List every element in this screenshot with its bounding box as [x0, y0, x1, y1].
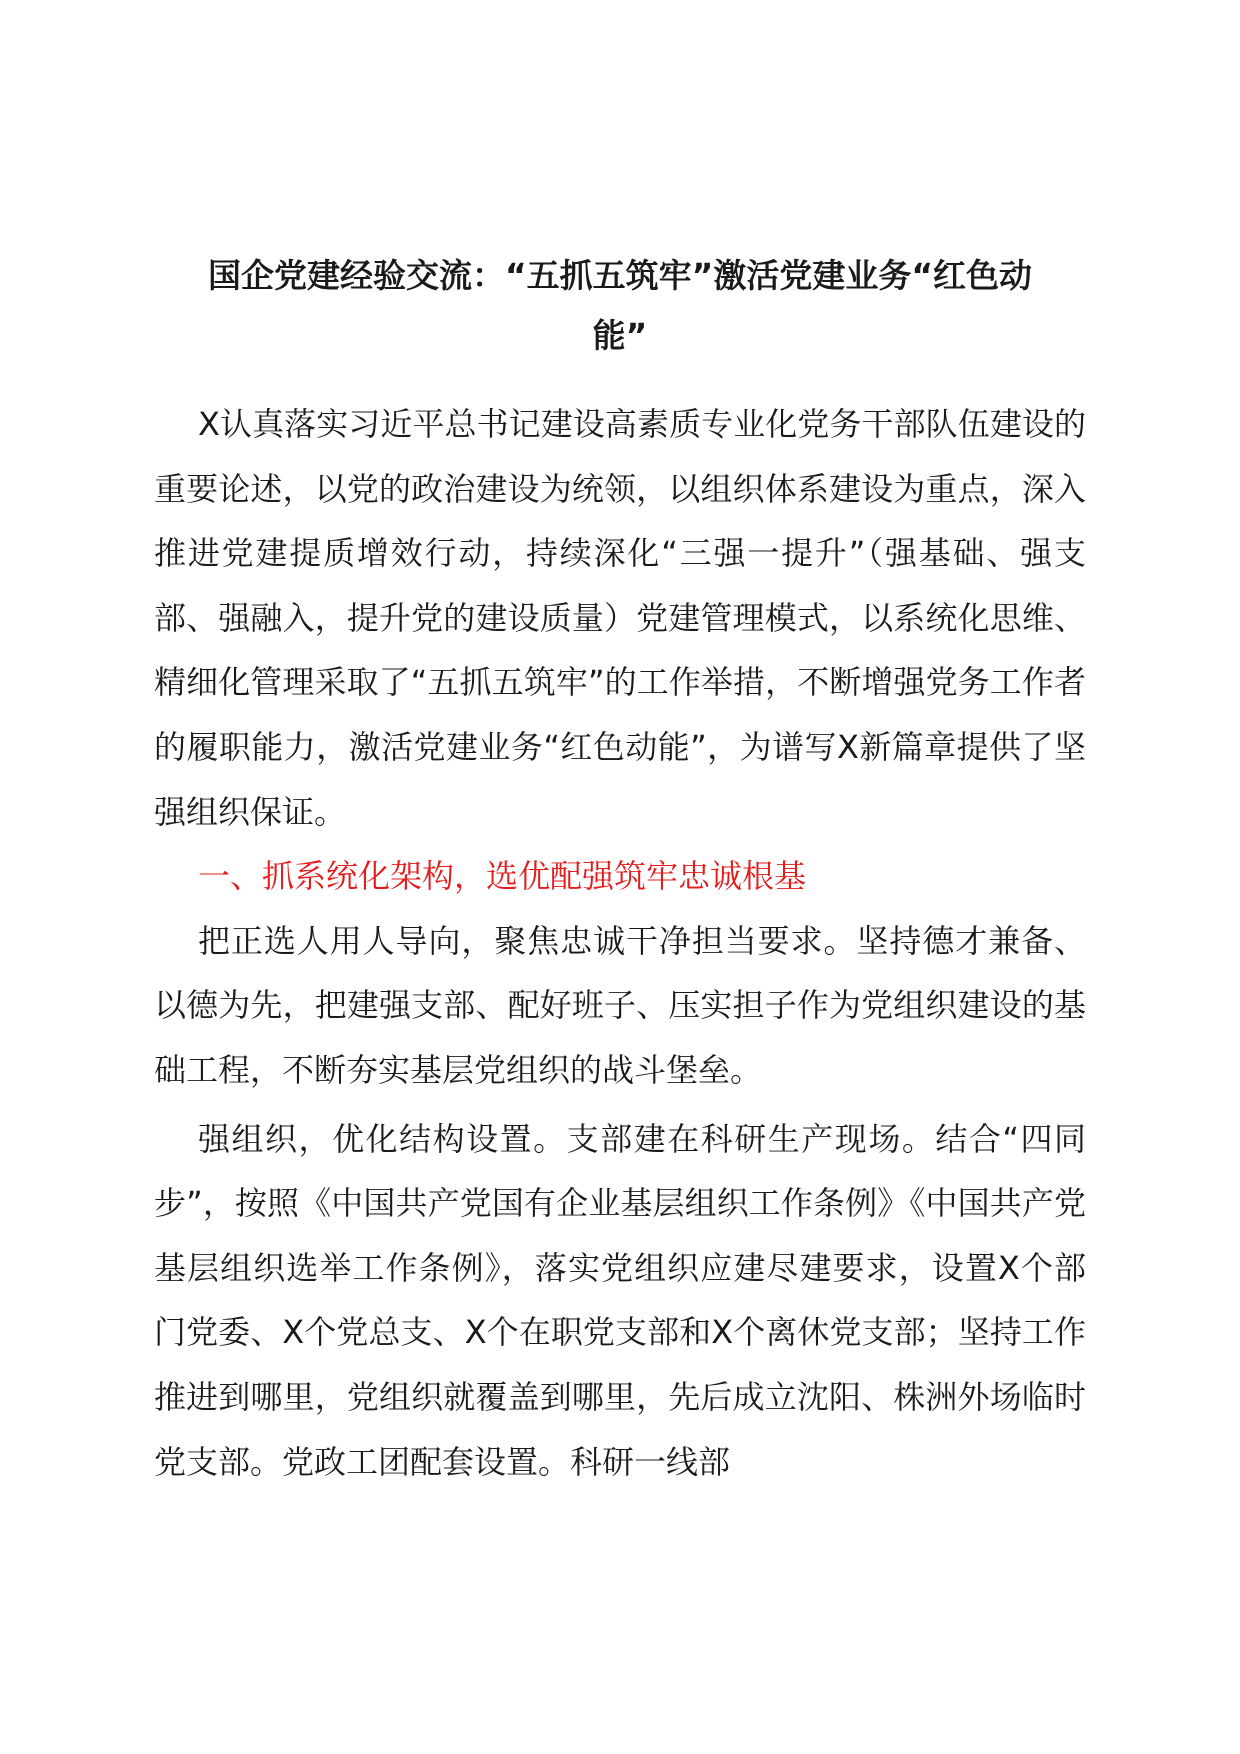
document-body [154, 392, 1086, 1494]
intro-paragraph: X认真落实习近平总书记建设高素质专业化党务干部队伍建设的重要论述，以党的政治建设为统领，以组织体系建设为重点，深入推进党建提质增效行动，持续深化“三强一提升”（强基础、强支部、强融入，提升党的建设质量）党建管理模式，以系统化思维、精细化管理采取了“五抓五筑牢”的工作举措，不断增强党务工作者的履职能力，激活党建业务“红色动能”，为谱写X新篇章提供了坚强组织保证。 [154, 405, 1086, 831]
document-title: 国企党建经验交流：“五抓五筑牢”激活党建业务“红色动能” [207, 256, 1033, 355]
section-heading-1: 一、抓系统化架构，选优配强筑牢忠诚根基 [198, 857, 807, 896]
body-paragraph-1: 把正选人用人导向，聚焦忠诚干净担当要求。坚持德才兼备、以德为先，把建强支部、配好班子、压实担子作为党组织建设的基础工程，不断夯实基层党组织的战斗堡垒。 [154, 921, 1086, 1089]
body-paragraph-2: 强组织，优化结构设置。支部建在科研生产现场。结合“四同步”，按照《中国共产党国有企业基层组织工作条例》《中国共产党基层组织选举工作条例》，落实党组织应建尽建要求，设置X个部门党委、X个党总支、X个在职党支部和X个离休党支部；坚持工作推进到哪里，党组织就覆盖到哪里，先后成立沈阳、株洲外场临时党支部。党政工团配套设置。科研一线部 [154, 1119, 1086, 1481]
